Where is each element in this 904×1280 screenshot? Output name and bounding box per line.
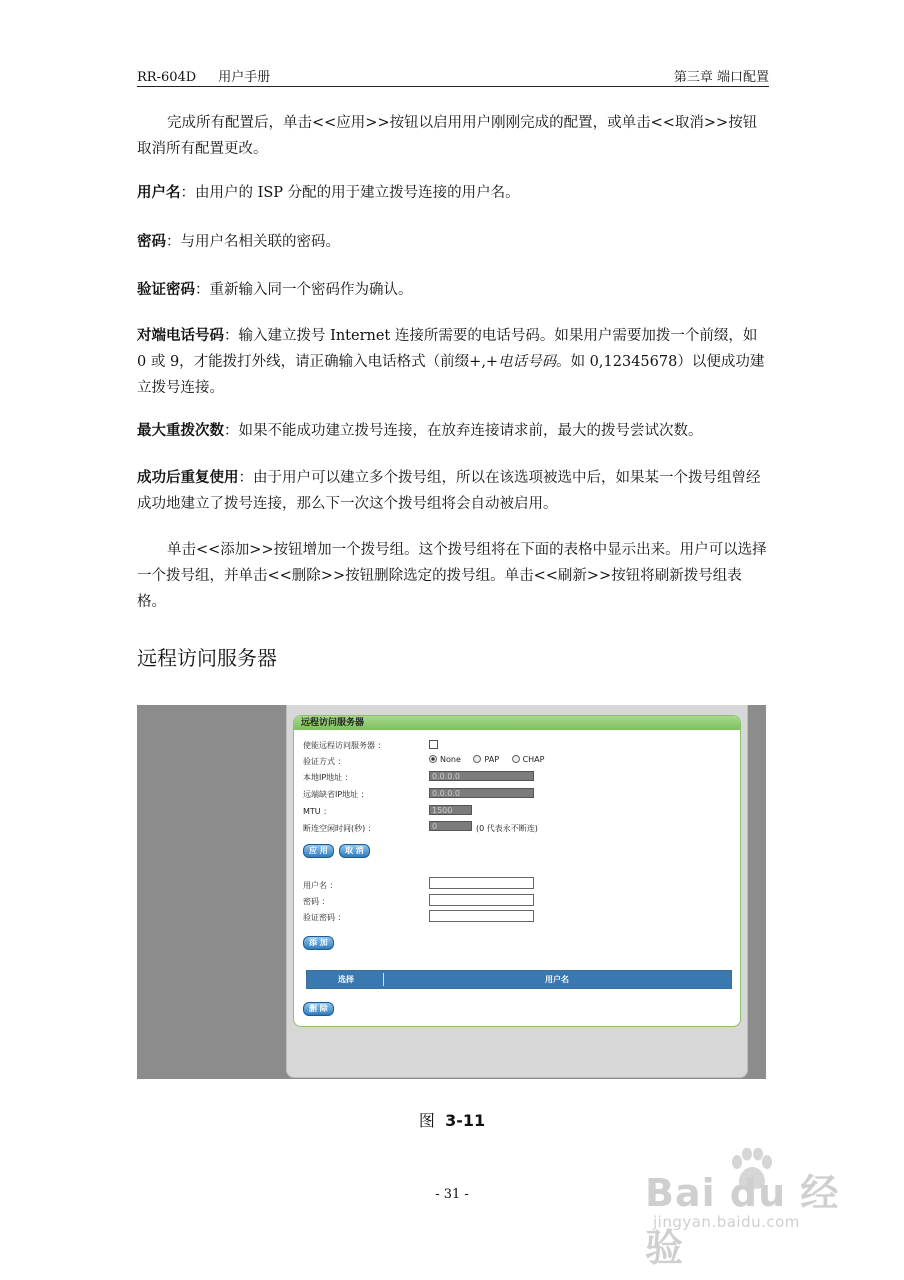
- auth-radio-none[interactable]: [429, 755, 437, 763]
- figure-screenshot: [137, 705, 766, 1079]
- baidu-watermark: [645, 1158, 855, 1270]
- paragraph-add-delete: 单击<<添加>>按钮增加一个拨号组。这个拨号组将在下面的表格中显示出来。用户可以选择一个拨号组，并单击<<删除>>按钮删除选定的拨号组。单击<<刷新>>按钮将刷新拨号组表格。: [137, 542, 767, 610]
- paragraph-username: [137, 180, 769, 206]
- term-reuse: 成功后重复使用: [137, 469, 239, 486]
- remote-ip-label: 远端缺省IP地址 ：: [303, 790, 369, 799]
- auth-radio-group: [429, 755, 554, 764]
- idle-label: 断连空闲时间(秒) ：: [303, 824, 376, 833]
- verify-password-input[interactable]: [429, 910, 534, 922]
- desc-phone-number-b: 。如 0,12345678）以便成功建立拨号连接。: [137, 354, 765, 396]
- auth-radio-chap[interactable]: [512, 755, 520, 763]
- term-phone-number: 对端电话号码: [137, 327, 224, 344]
- apply-button[interactable]: 应 用: [303, 844, 334, 858]
- header-model: RR-604D: [137, 70, 197, 85]
- username-label: 用户名 ：: [303, 881, 338, 890]
- config-panel: [293, 715, 741, 1027]
- auth-option-pap: PAP: [484, 755, 500, 764]
- table-header-select: 选择: [309, 973, 384, 986]
- local-ip-label: 本地IP地址 ：: [303, 773, 353, 782]
- mtu-label: MTU ：: [303, 807, 332, 816]
- password-input[interactable]: [429, 894, 534, 906]
- paragraph-verify-password: [137, 277, 769, 303]
- desc-phone-number-italic: 电话号码: [498, 354, 557, 370]
- auth-label: 验证方式 ：: [303, 757, 346, 766]
- desc-phone-number-a: ：输入建立拨号 Internet 连接所需要的电话号码。如果用户需要加拨一个前缀，如 0 或 9，才能拨打外线，请正确输入电话格式（前缀+,+: [137, 328, 758, 370]
- cancel-button[interactable]: 取 消: [339, 844, 370, 858]
- term-username: 用户名: [137, 184, 181, 201]
- desc-password: ：与用户名相关联的密码。: [166, 234, 340, 250]
- local-ip-field[interactable]: 0.0.0.0: [429, 771, 534, 781]
- desc-verify-password: ：重新输入同一个密码作为确认。: [195, 282, 413, 298]
- term-max-redial: 最大重拨次数: [137, 422, 224, 439]
- enable-checkbox[interactable]: [429, 740, 438, 749]
- caption-prefix: 图: [418, 1111, 435, 1130]
- desc-username: ：由用户的 ISP 分配的用于建立拨号连接的用户名。: [180, 185, 520, 201]
- auth-option-none: None: [440, 755, 461, 764]
- paragraph-apply-cancel: 完成所有配置后，单击<<应用>>按钮以启用用户刚刚完成的配置，或单击<<取消>>按钮取消所有配置更改。: [137, 115, 758, 157]
- username-input[interactable]: [429, 877, 534, 889]
- paragraph-reuse: [137, 465, 769, 517]
- add-button[interactable]: 添 加: [303, 936, 334, 950]
- idle-note: (0 代表永不断连): [476, 824, 538, 833]
- paragraph-phone-number: [137, 323, 769, 401]
- paragraph-password: [137, 229, 769, 255]
- figure-caption: [0, 1108, 904, 1131]
- term-verify-password: 验证密码: [137, 281, 195, 298]
- watermark-brand: Bai du 经验: [645, 1171, 840, 1270]
- auth-radio-pap[interactable]: [473, 755, 481, 763]
- mtu-field[interactable]: 1500: [429, 805, 472, 815]
- header-chapter: 第三章 端口配置: [673, 70, 769, 85]
- paragraph-max-redial: [137, 418, 769, 444]
- dial-group-table: [306, 970, 732, 989]
- header-left: [137, 66, 270, 85]
- page-number: - 31 -: [435, 1187, 469, 1202]
- auth-option-chap: CHAP: [522, 755, 545, 764]
- table-header-username: 用户名: [545, 975, 569, 984]
- desc-reuse: ：由于用户可以建立多个拨号组，所以在该选项被选中后，如果某一个拨号组曾经成功地建立了拨号连接，那么下一次这个拨号组将会自动被启用。: [137, 470, 761, 512]
- section-title: 远程访问服务器: [137, 646, 277, 670]
- verify-password-label: 验证密码 ：: [303, 913, 346, 922]
- config-panel-frame: [286, 705, 748, 1078]
- caption-number: 3-11: [445, 1111, 486, 1130]
- delete-button[interactable]: 删 除: [303, 1002, 334, 1016]
- term-password: 密码: [137, 233, 166, 250]
- panel-title: 远程访问服务器: [294, 716, 740, 730]
- password-label: 密码 ：: [303, 897, 330, 906]
- page-header: [137, 64, 769, 87]
- enable-label: 使能远程访问服务器 ：: [303, 741, 386, 750]
- watermark-url: jingyan.baidu.com: [653, 1213, 800, 1231]
- remote-ip-field[interactable]: 0.0.0.0: [429, 788, 534, 798]
- idle-field[interactable]: 0: [429, 821, 472, 831]
- desc-max-redial: ：如果不能成功建立拨号连接，在放弃连接请求前，最大的拨号尝试次数。: [224, 423, 703, 439]
- header-manual-title: 用户手册: [218, 70, 271, 85]
